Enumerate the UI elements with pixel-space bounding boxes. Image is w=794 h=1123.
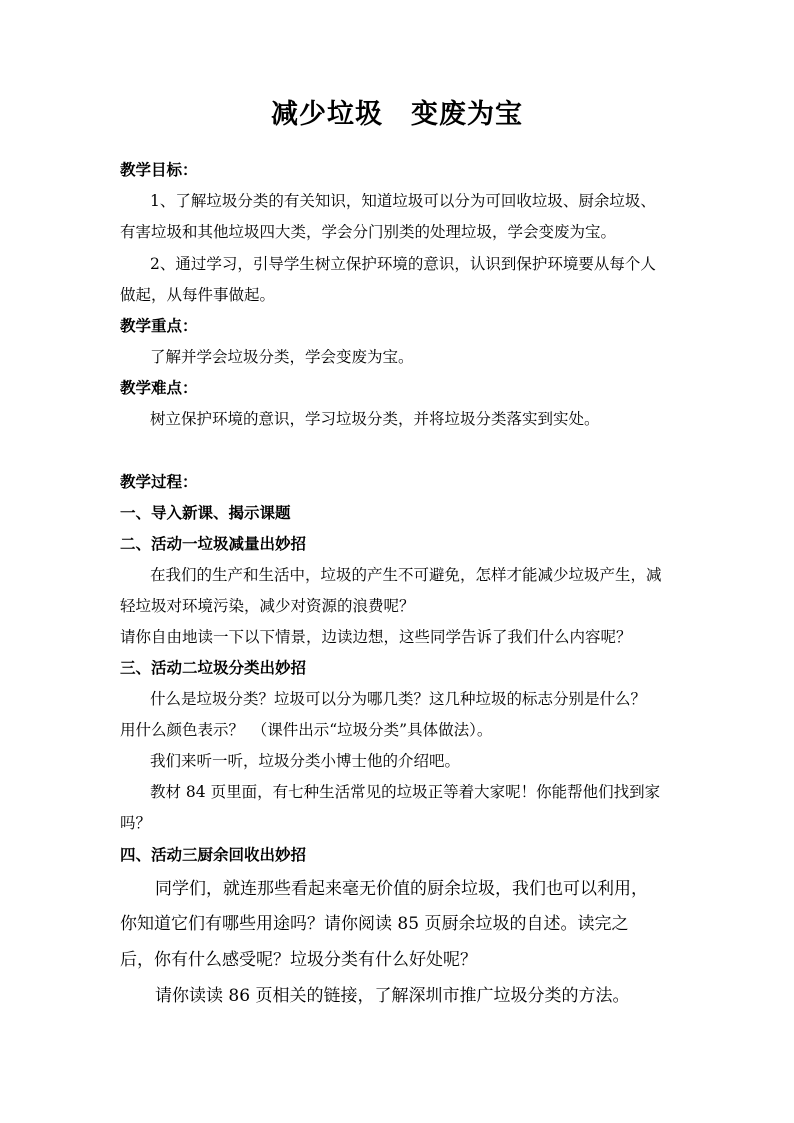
paragraph-line: 吗？ — [120, 814, 152, 832]
document-title: 减少垃圾 变废为宝 — [271, 99, 523, 130]
paragraph-line: 有害垃圾和其他垃圾四大类，学会分门别类的处理垃圾，学会变废为宝。 — [120, 223, 617, 241]
paragraph-line: 在我们的生产和生活中，垃圾的产生不可避免，怎样才能减少垃圾产生，减 — [150, 566, 662, 584]
heading-teaching-goals: 教学目标： — [120, 161, 198, 179]
section-heading: 一、导入新课、揭示课题 — [120, 504, 291, 522]
paragraph-line: 用什么颜色表示？ （课件出示“垃圾分类”具体做法）。 — [120, 721, 493, 739]
heading-difficulties: 教学难点： — [120, 379, 198, 397]
section-heading: 二、活动一垃圾减量出妙招 — [120, 535, 307, 553]
section-heading: 三、活动二垃圾分类出妙招 — [120, 659, 307, 677]
paragraph-line: 我们来听一听，垃圾分类小博士他的介绍吧。 — [150, 752, 461, 770]
heading-teaching-process: 教学过程： — [120, 473, 198, 491]
paragraph-line: 教材 84 页里面，有七种生活常见的垃圾正等着大家呢！你能帮他们找到家 — [150, 783, 661, 801]
paragraph-line: 1、了解垃圾分类的有关知识，知道垃圾可以分为可回收垃圾、厨余垃圾、 — [150, 192, 656, 210]
paragraph-line: 请你自由地读一下以下情景，边读边想，这些同学告诉了我们什么内容呢？ — [120, 628, 632, 646]
paragraph-line: 请你读读 86 页相关的链接，了解深圳市推广垃圾分类的方法。 — [155, 986, 630, 1006]
paragraph-line: 做起，从每件事做起。 — [120, 286, 276, 304]
heading-key-points: 教学重点： — [120, 317, 198, 335]
paragraph-line: 轻垃圾对环境污染，减少对资源的浪费呢？ — [120, 597, 415, 615]
paragraph-line: 同学们，就连那些看起来毫无价值的厨余垃圾，我们也可以利用， — [155, 879, 648, 899]
paragraph-line: 了解并学会垃圾分类，学会变废为宝。 — [150, 348, 414, 366]
paragraph-line: 2、通过学习，引导学生树立保护环境的意识，认识到保护环境要从每个人 — [150, 255, 656, 273]
paragraph-line: 后，你有什么感受呢？垃圾分类有什么好处呢？ — [120, 950, 477, 970]
paragraph-line: 什么是垃圾分类？垃圾可以分为哪几类？这几种垃圾的标志分别是什么？ — [150, 690, 647, 708]
paragraph-line: 树立保护环境的意识，学习垃圾分类，并将垃圾分类落实到实处。 — [150, 410, 600, 428]
section-heading: 四、活动三厨余回收出妙招 — [120, 846, 307, 864]
paragraph-line: 你知道它们有哪些用途吗？请你阅读 85 页厨余垃圾的自述。读完之 — [120, 914, 629, 934]
